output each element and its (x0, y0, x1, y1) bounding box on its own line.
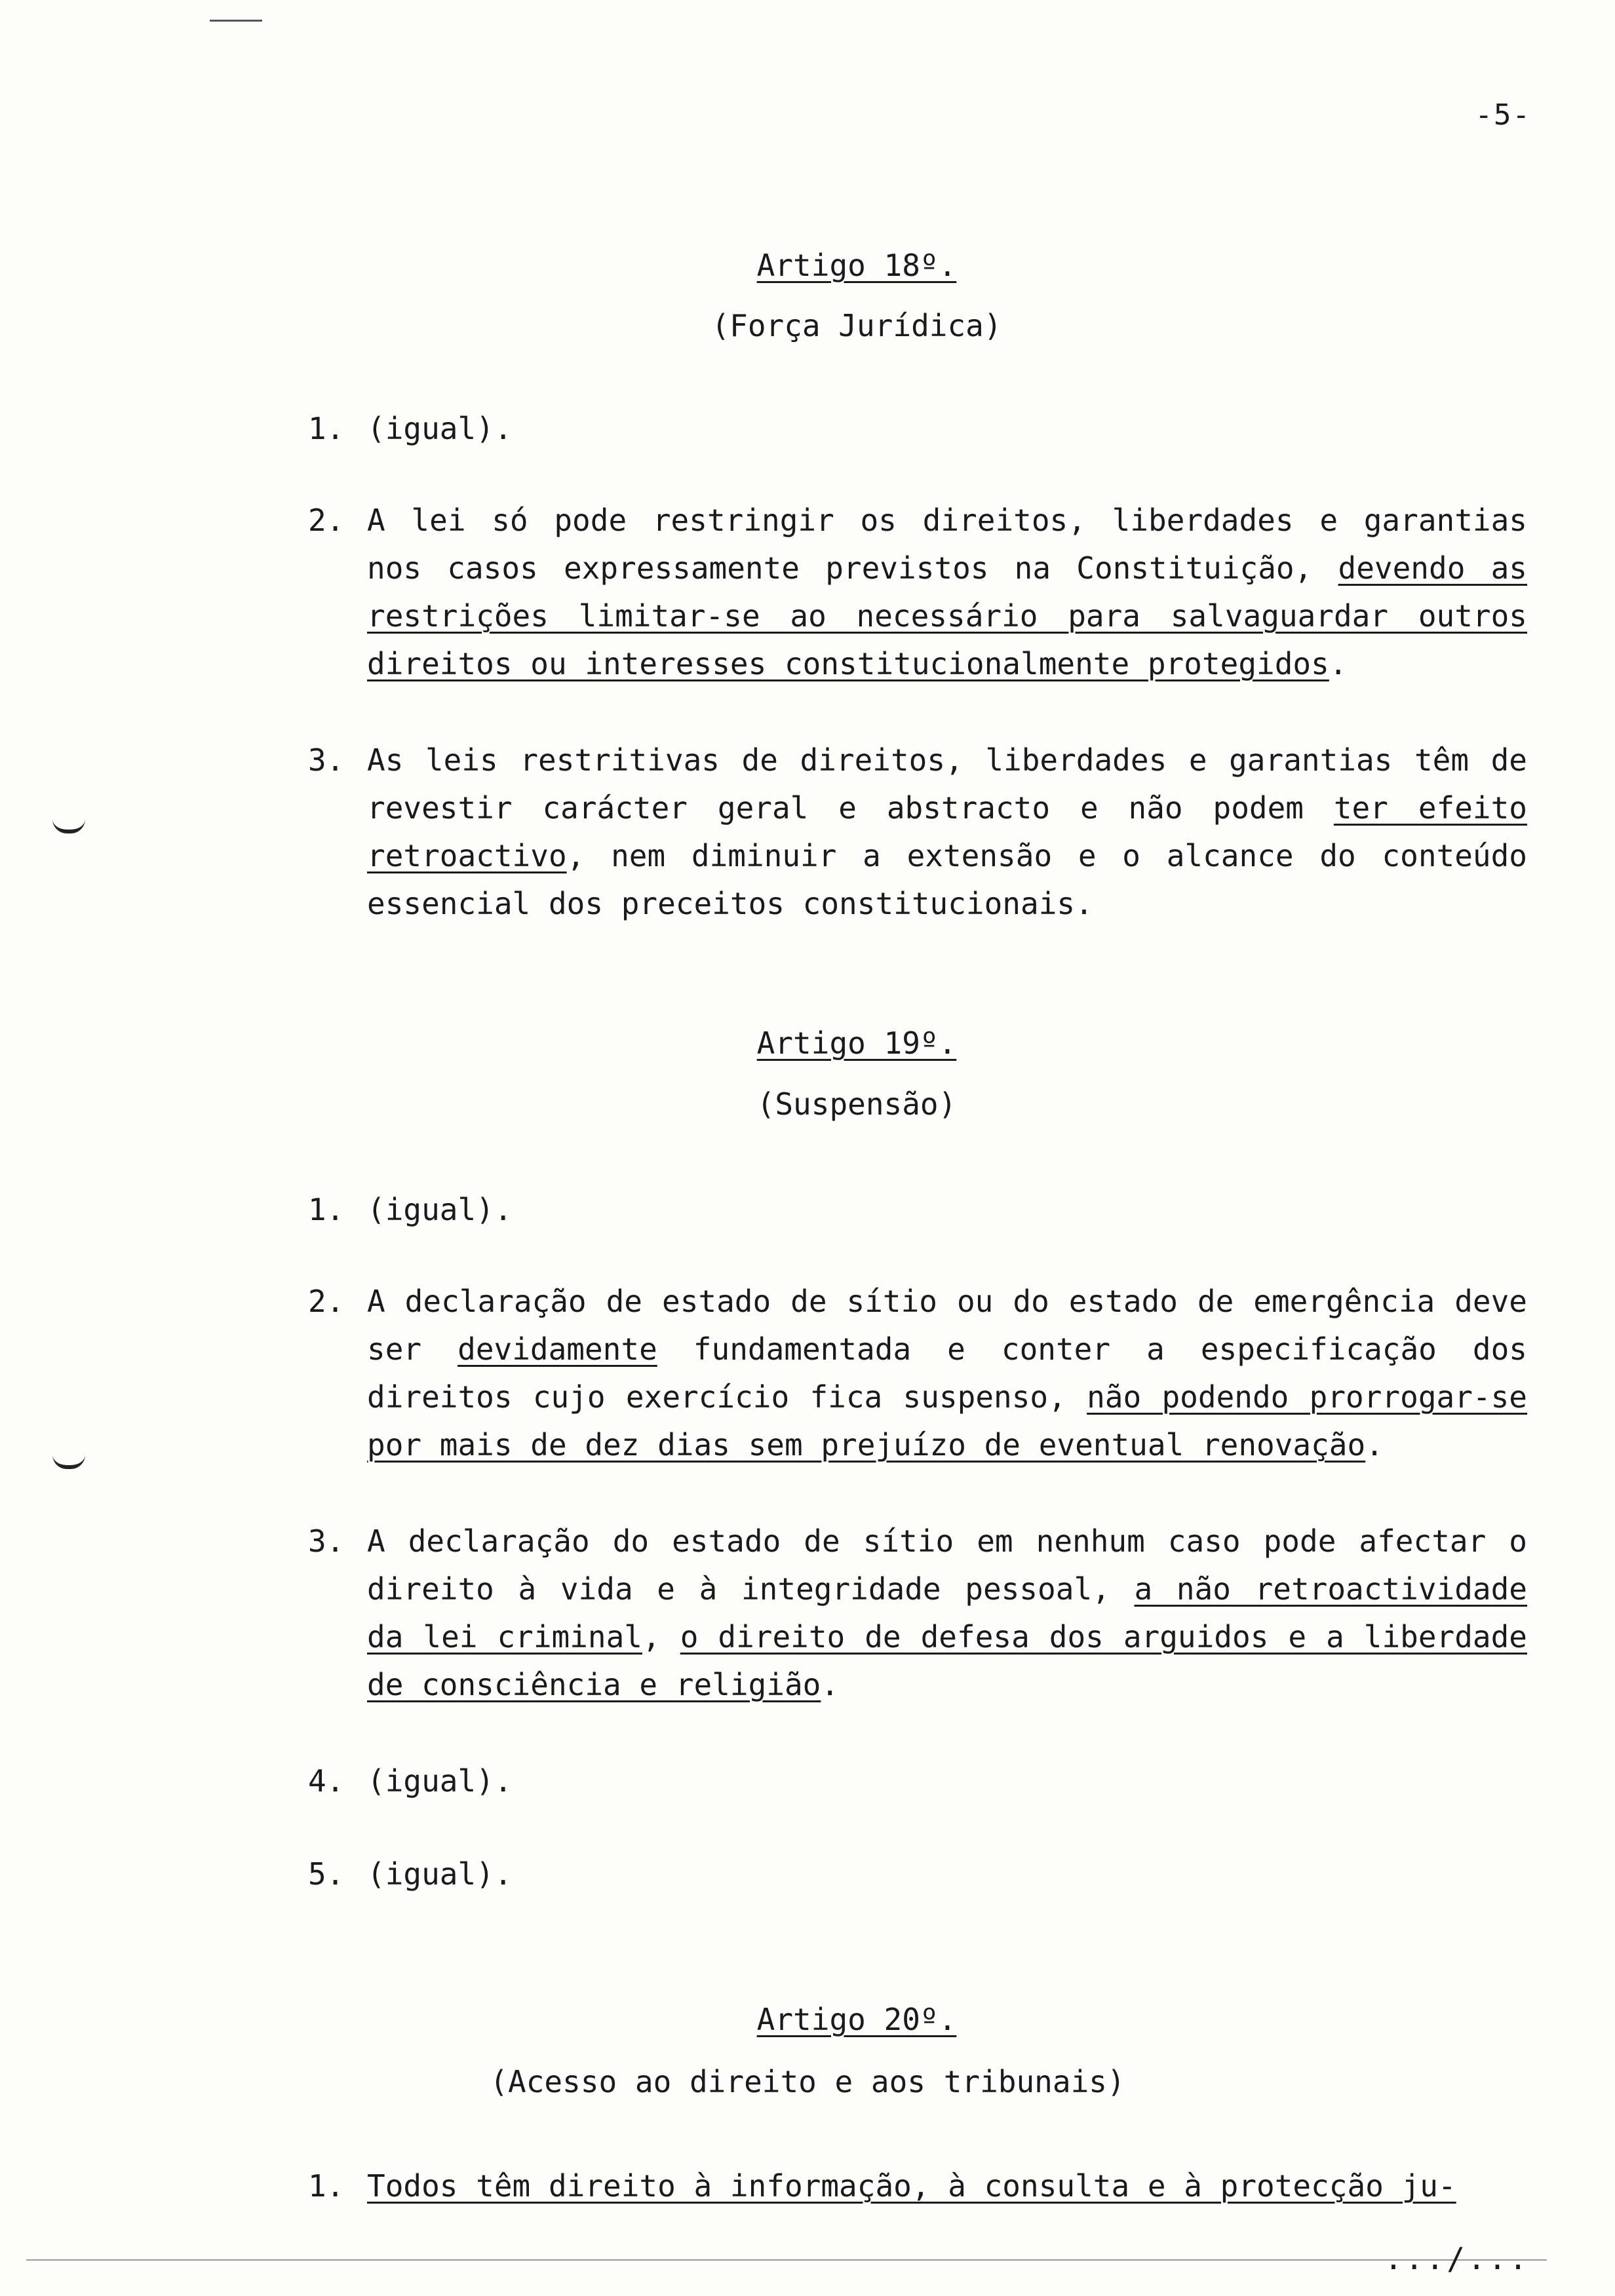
paragraph (308, 1850, 1527, 1898)
paragraph-text: (igual). (367, 1763, 513, 1799)
paragraph (308, 405, 1527, 453)
paragraph (308, 2162, 1527, 2210)
paragraph-number: 1. (308, 1192, 345, 1227)
paragraph-number: 4. (308, 1763, 345, 1799)
underlined-text: o direito de defesa dos arguidos e a liberdade de consciência e religião (367, 1619, 1527, 1702)
paragraph-text: (igual). (367, 1192, 513, 1227)
article-subtitle: (Força Jurídica) (711, 308, 1002, 343)
paragraph-number: 3. (308, 742, 345, 778)
paragraph (308, 497, 1527, 688)
paragraph-text: (igual). (367, 411, 513, 446)
paragraph-text: (igual). (367, 1856, 513, 1892)
article-title: Artigo 19º. (756, 1025, 957, 1061)
paragraph (308, 737, 1527, 928)
paragraph (308, 1278, 1527, 1469)
paragraph-number: 1. (308, 411, 345, 446)
paragraph-number: 2. (308, 1284, 345, 1319)
paragraph-text: A lei só pode restringir os direitos, liberdades e garantias nos casos expressamente previstos na Constituição, devendo as restrições limitar-se ao necessário para salvaguardar outros direitos ou interesses constitucionalmente protegidos. (367, 503, 1527, 681)
page-number: -5- (1475, 98, 1531, 132)
scan-artifact-mark (52, 819, 85, 833)
paragraph-text: As leis restritivas de direitos, liberdades e garantias têm de revestir carácter geral e abstracto e não podem ter efeito retroactivo, nem diminuir a extensão e o alcance do conteúdo essencial dos preceitos constitucionais. (367, 742, 1527, 921)
paragraph-number: 2. (308, 503, 345, 538)
scan-artifact-top-line (210, 20, 262, 22)
underlined-text: ter efeito retroactivo (367, 790, 1527, 873)
paragraph-text (367, 2162, 1527, 2210)
article-subtitle: (Suspensão) (756, 1086, 957, 1122)
scan-artifact-bottom-line (26, 2259, 1547, 2261)
paragraph (308, 1186, 1527, 1234)
paragraph-text: A declaração do estado de sítio em nenhum caso pode afectar o direito à vida e à integridade pessoal, a não retroactividade da lei criminal, o direito de defesa dos arguidos e a liberdade de consciência e religião. (367, 1523, 1527, 1702)
paragraph-number: 1. (308, 2168, 345, 2204)
paragraph (308, 1757, 1527, 1805)
article-subtitle: (Acesso ao direito e aos tribunais) (490, 2064, 1125, 2099)
continuation-marker: .../... (1384, 2241, 1530, 2276)
paragraph-number: 5. (308, 1856, 345, 1892)
underlined-text: a não retroactividade da lei criminal (367, 1571, 1527, 1655)
article-title: Artigo 18º. (756, 248, 957, 283)
paragraph-text: A declaração de estado de sítio ou do estado de emergência deve ser devidamente fundamentada e conter a especificação dos direitos cujo exercício fica suspenso, não podendo prorrogar-se por mais de dez dias sem prejuízo de eventual renovação. (367, 1284, 1527, 1463)
scan-artifact-mark (52, 1455, 85, 1469)
underlined-text: devendo as restrições limitar-se ao necessário para salvaguardar outros direitos ou interesses constitucionalmente protegidos (367, 550, 1527, 681)
underlined-text: Todos têm direito à informação, à consulta e à protecção ju- (367, 2168, 1456, 2204)
paragraph-number: 3. (308, 1523, 345, 1559)
paragraph (308, 1518, 1527, 1709)
underlined-text: não podendo prorrogar-se por mais de dez dias sem prejuízo de eventual renovação (367, 1379, 1527, 1463)
article-title: Artigo 20º. (756, 2002, 957, 2037)
underlined-text: devidamente (457, 1331, 657, 1367)
